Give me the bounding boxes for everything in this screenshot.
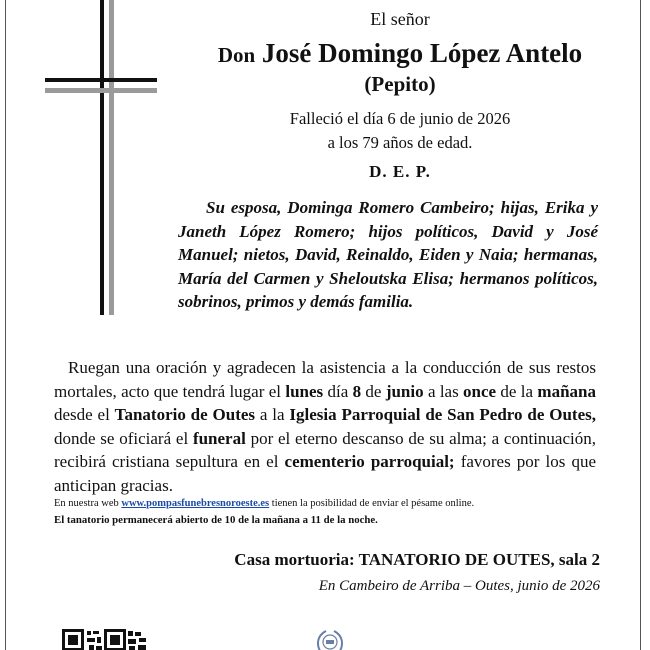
full-name: José Domingo López Antelo	[261, 38, 583, 68]
laurel-badge-icon	[314, 629, 346, 650]
cemetery-name: cementerio parroquial;	[284, 452, 455, 472]
website-link[interactable]: www.pompasfunebresnoroeste.es	[121, 498, 270, 509]
ceremony-month: junio	[385, 381, 424, 401]
deceased-name	[190, 38, 610, 69]
opening-hours-note: El tanatorio permanecerá abierto de 10 de la mañana a 11 de la noche.	[54, 514, 378, 526]
place-and-date: En Cambeiro de Arriba – Outes, junio de 2026	[318, 578, 600, 594]
cross-icon	[45, 0, 157, 315]
ceremony-date: 8	[352, 381, 362, 401]
age-at-death: a los 79 años de edad.	[327, 133, 473, 152]
title-el-senor: El señor	[370, 9, 430, 29]
ceremony-hour: once	[463, 381, 497, 401]
web-condolence-note: En nuestra web www.pompasfunebresnoroeste.es tienen la posibilidad de enviar el pésame online.	[54, 498, 475, 509]
church-name: Iglesia Parroquial de San Pedro de Outes,	[289, 405, 596, 425]
ceremony-morning: mañana	[537, 381, 596, 401]
death-date: Falleció el día 6 de junio de 2026	[289, 109, 511, 128]
qr-code-icon[interactable]	[62, 629, 148, 650]
funeral-word: funeral	[192, 428, 246, 448]
family-list: Su esposa, Dominga Romero Cambeiro; hijas, Erika y Janeth López Romero; hijos políticos, David y José Manuel; nietos, David, Reinaldo, Eiden y Naia; hermanas, María del Carmen y Sheloutska Elisa; hermanos políticos, sobrinos, primos y demás familia.	[178, 198, 598, 312]
nickname: (Pepito)	[364, 72, 436, 96]
honorific: Don	[217, 43, 256, 67]
ceremony-day: lunes	[285, 381, 324, 401]
ceremony-paragraph: Ruegan una oración y agradecen la asistencia a la conducción de sus restos mortales, acto que tendrá lugar el lunes día 8 de junio a las once de la mañana desde el Tanatorio de Outes a la Iglesia Parroquial de San Pedro de Outes, donde se oficiará el funeral por el eterno descanso de su alma; a continuación, recibirá cristiana sepultura en el cementerio parroquial; favores por los que anticipan gracias.	[54, 358, 597, 495]
origin-place: Tanatorio de Outes	[114, 405, 256, 425]
mortuary-location: Casa mortuoria: TANATORIO DE OUTES, sala 2	[234, 550, 600, 569]
dep-initials: D. E. P.	[369, 162, 431, 181]
